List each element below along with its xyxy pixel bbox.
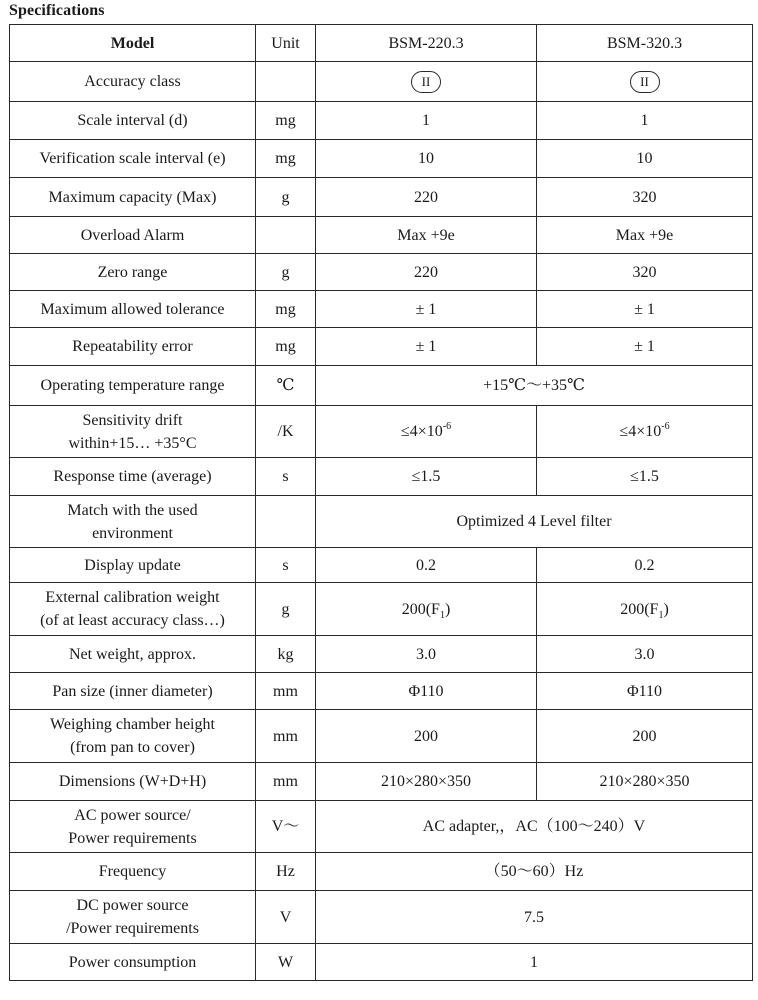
unit-cell: s — [256, 548, 316, 583]
table-row — [10, 853, 753, 891]
unit-cell: mg — [256, 102, 316, 140]
table-row — [10, 366, 753, 406]
param-cell: Operating temperature range — [10, 366, 256, 406]
table-row — [10, 62, 753, 102]
specifications-table — [9, 24, 753, 981]
param-line: Match with the used — [67, 501, 198, 519]
param-cell — [10, 891, 256, 944]
value-cell-b: Φ110 — [537, 673, 753, 710]
table-row — [10, 458, 753, 496]
table-row — [10, 548, 753, 583]
param-cell — [10, 406, 256, 458]
param-line: (of at least accuracy class…) — [40, 612, 225, 629]
value-cell-b: 1 — [537, 102, 753, 140]
param-cell — [10, 496, 256, 548]
unit-cell — [256, 217, 316, 254]
unit-cell: mg — [256, 140, 316, 178]
param-line: Sensitivity drift — [82, 411, 183, 429]
param-cell: Maximum capacity (Max) — [10, 178, 256, 217]
value-cell-b: 10 — [537, 140, 753, 178]
unit-cell: mm — [256, 710, 316, 763]
param-cell: Display update — [10, 548, 256, 583]
param-line: DC power source — [76, 897, 189, 914]
unit-cell: /K — [256, 406, 316, 458]
value-text: ≤4×10 — [619, 423, 662, 440]
value-cell-a — [316, 62, 537, 102]
accuracy-class-badge: II — [411, 71, 441, 93]
unit-cell: g — [256, 254, 316, 291]
param-line: Weighing chamber height — [50, 716, 215, 733]
unit-cell: V — [256, 891, 316, 944]
unit-cell: mm — [256, 763, 316, 801]
unit-cell: Hz — [256, 853, 316, 891]
model-a-header: BSM-220.3 — [316, 25, 537, 62]
table-row — [10, 217, 753, 254]
table-row — [10, 583, 753, 636]
unit-cell: V～ — [256, 801, 316, 853]
param-cell — [10, 801, 256, 853]
table-row — [10, 328, 753, 366]
param-line: AC power source/ — [74, 806, 191, 824]
value-cell-a — [316, 406, 537, 458]
value-cell-merged: AC adapter,，AC（100～240）V — [316, 801, 753, 853]
value-cell-b: ± 1 — [537, 328, 753, 366]
value-cell-b — [537, 62, 753, 102]
param-cell: Pan size (inner diameter) — [10, 673, 256, 710]
value-cell-b: Max +9e — [537, 217, 753, 254]
table-row — [10, 636, 753, 673]
value-text: ≤4×10 — [400, 423, 443, 440]
unit-cell: ℃ — [256, 366, 316, 406]
page-title: Specifications — [9, 2, 105, 19]
param-cell: Dimensions (W+D+H) — [10, 763, 256, 801]
value-cell-b: 3.0 — [537, 636, 753, 673]
value-cell-a: 1 — [316, 102, 537, 140]
unit-cell: g — [256, 178, 316, 217]
param-cell — [10, 583, 256, 636]
model-header: Model — [10, 25, 256, 62]
param-line: /Power requirements — [66, 920, 199, 937]
param-cell: Maximum allowed tolerance — [10, 291, 256, 328]
value-cell-merged: 1 — [316, 944, 753, 981]
value-cell-b: ≤1.5 — [537, 458, 753, 496]
value-cell-b — [537, 406, 753, 458]
table-row — [10, 673, 753, 710]
value-cell-b: 320 — [537, 254, 753, 291]
value-text: ) — [663, 600, 669, 618]
value-cell-b — [537, 583, 753, 636]
table-row — [10, 801, 753, 853]
value-text: 200(F — [401, 600, 440, 618]
table-row — [10, 763, 753, 801]
value-cell-merged: +15℃～+35℃ — [316, 366, 753, 406]
table-row — [10, 891, 753, 944]
value-text: 200(F — [620, 600, 659, 618]
value-cell-a: 0.2 — [316, 548, 537, 583]
param-cell: Net weight, approx. — [10, 636, 256, 673]
value-cell-a: Φ110 — [316, 673, 537, 710]
table-row — [10, 102, 753, 140]
param-cell: Zero range — [10, 254, 256, 291]
value-cell-b: ± 1 — [537, 291, 753, 328]
value-cell-a: 200 — [316, 710, 537, 763]
param-line: External calibration weight — [45, 589, 220, 606]
param-cell: Accuracy class — [10, 62, 256, 102]
value-cell-a: Max +9e — [316, 217, 537, 254]
value-text: ) — [444, 600, 451, 618]
table-header-row — [10, 25, 753, 62]
param-cell: Frequency — [10, 853, 256, 891]
value-cell-b: 0.2 — [537, 548, 753, 583]
unit-cell — [256, 496, 316, 548]
table-row — [10, 140, 753, 178]
value-cell-a: 220 — [316, 178, 537, 217]
table-row — [10, 178, 753, 217]
unit-cell: mg — [256, 291, 316, 328]
value-exponent: -6 — [442, 420, 452, 432]
unit-cell: W — [256, 944, 316, 981]
value-cell-a: ± 1 — [316, 291, 537, 328]
value-cell-merged: 7.5 — [316, 891, 753, 944]
param-line: within+15… +35°C — [68, 434, 197, 452]
value-cell-b: 320 — [537, 178, 753, 217]
param-line: environment — [92, 524, 173, 542]
unit-cell: mm — [256, 673, 316, 710]
unit-cell — [256, 62, 316, 102]
model-b-header: BSM-320.3 — [537, 25, 753, 62]
value-exponent: -6 — [661, 420, 670, 432]
value-cell-a: 3.0 — [316, 636, 537, 673]
value-cell-a: ≤1.5 — [316, 458, 537, 496]
value-cell-a — [316, 583, 537, 636]
value-cell-a: ± 1 — [316, 328, 537, 366]
unit-cell: kg — [256, 636, 316, 673]
table-row — [10, 710, 753, 763]
unit-cell: s — [256, 458, 316, 496]
table-row — [10, 944, 753, 981]
param-cell — [10, 710, 256, 763]
unit-header: Unit — [256, 25, 316, 62]
param-cell: Response time (average) — [10, 458, 256, 496]
table-row — [10, 406, 753, 458]
param-cell: Power consumption — [10, 944, 256, 981]
unit-cell: mg — [256, 328, 316, 366]
value-subscript: 1 — [439, 609, 445, 621]
param-line: Power requirements — [68, 829, 197, 847]
table-row — [10, 496, 753, 548]
accuracy-class-badge: II — [630, 71, 660, 93]
unit-cell: g — [256, 583, 316, 636]
value-cell-merged: （50～60）Hz — [316, 853, 753, 891]
param-cell: Verification scale interval (e) — [10, 140, 256, 178]
value-cell-a: 210×280×350 — [316, 763, 537, 801]
param-cell: Scale interval (d) — [10, 102, 256, 140]
value-subscript: 1 — [658, 609, 664, 621]
value-cell-a: 10 — [316, 140, 537, 178]
value-cell-b: 210×280×350 — [537, 763, 753, 801]
param-cell: Overload Alarm — [10, 217, 256, 254]
table-row — [10, 291, 753, 328]
table-row — [10, 254, 753, 291]
value-cell-b: 200 — [537, 710, 753, 763]
param-cell: Repeatability error — [10, 328, 256, 366]
value-cell-a: 220 — [316, 254, 537, 291]
param-line: (from pan to cover) — [70, 739, 195, 756]
value-cell-merged: Optimized 4 Level filter — [316, 496, 753, 548]
